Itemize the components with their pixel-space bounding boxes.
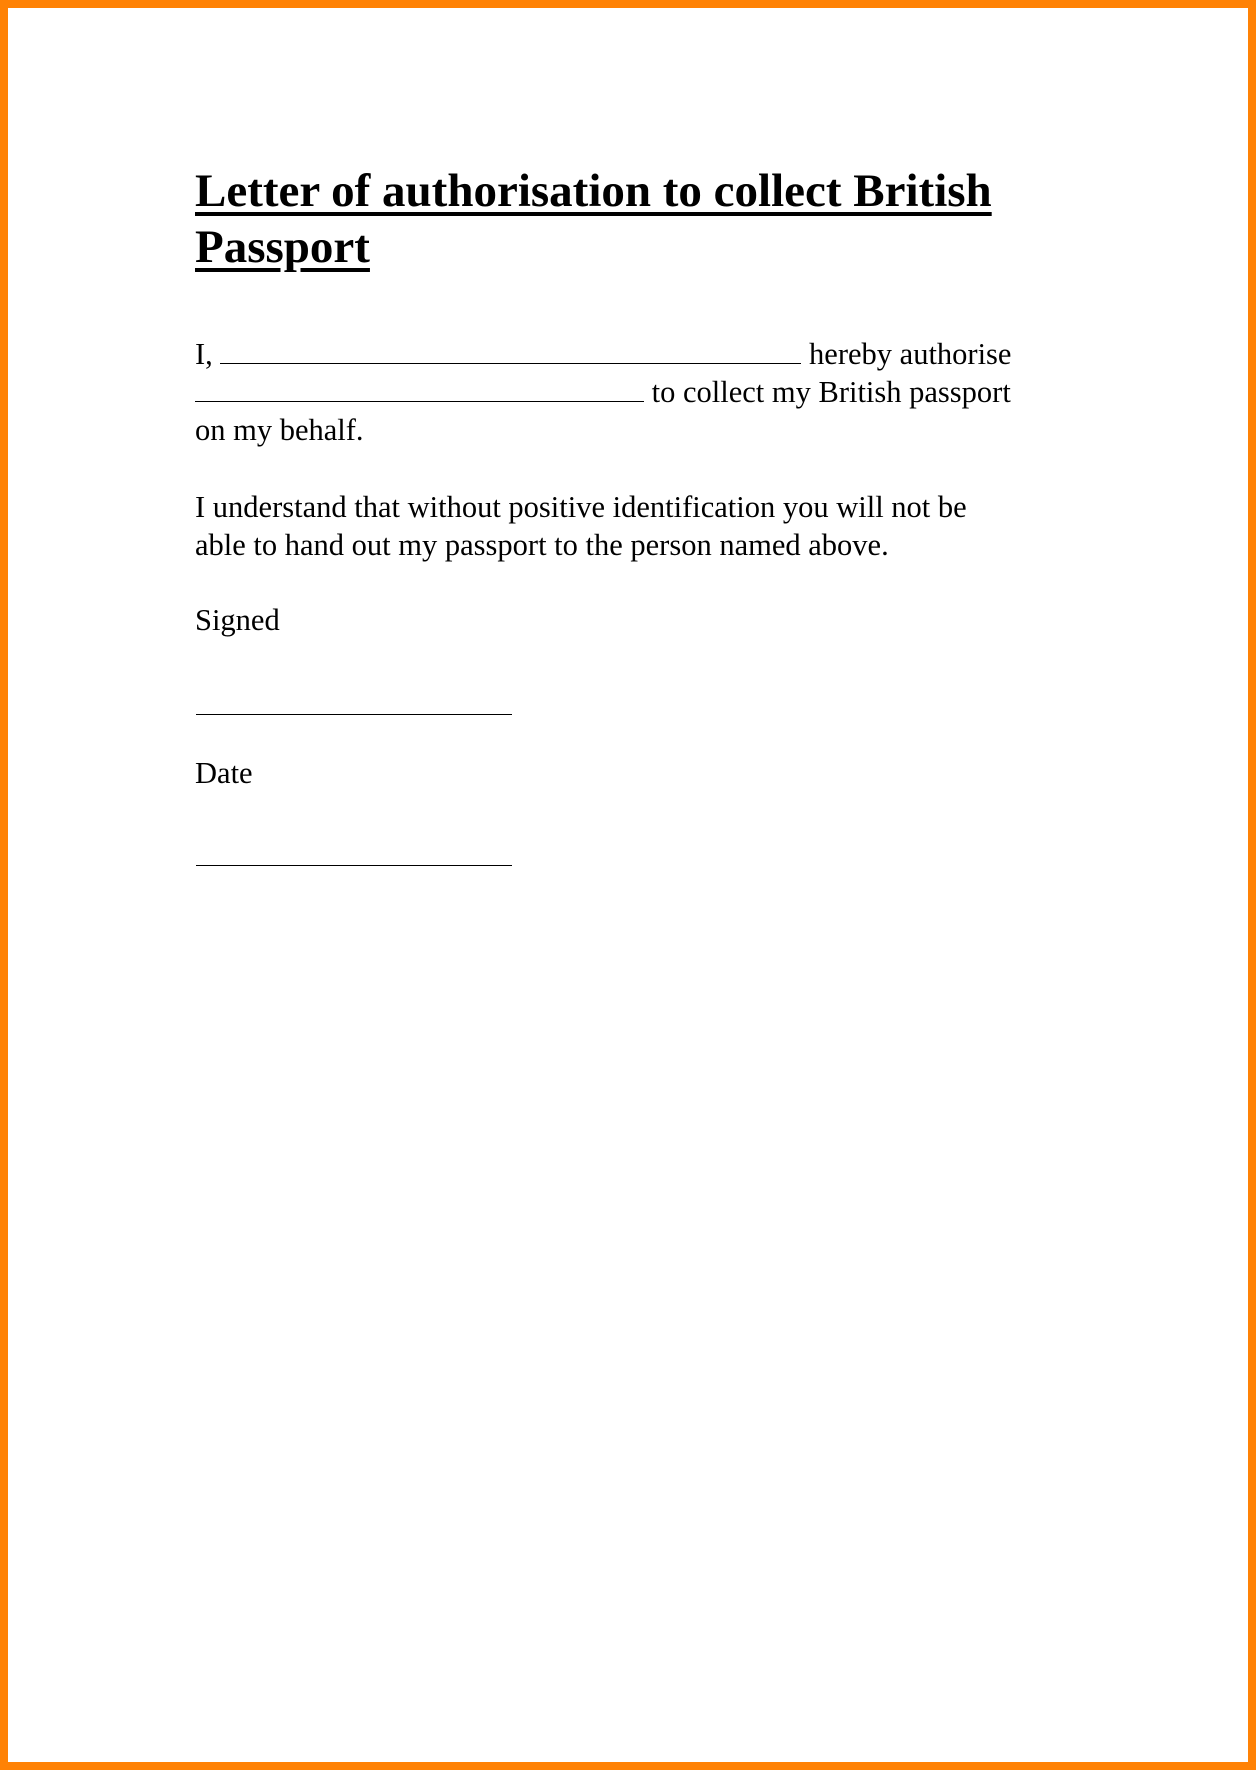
identification-line-2: able to hand out my passport to the person named above. (195, 528, 889, 562)
paragraph-prefix: I, (195, 337, 221, 371)
paragraph-line-3: on my behalf. (195, 413, 364, 447)
date-line[interactable] (196, 865, 512, 866)
authorisation-paragraph (195, 335, 1065, 449)
paragraph-suffix: to collect my British passport (644, 375, 1011, 409)
signature-line[interactable] (196, 714, 512, 715)
letter-title (195, 163, 1065, 275)
title-line-1: Letter of authorisation to collect British (195, 165, 992, 217)
title-line-2: Passport (195, 221, 370, 273)
paragraph-mid: hereby authorise (801, 337, 1012, 371)
collector-name-blank[interactable] (195, 377, 644, 402)
identification-line-1: I understand that without positive identification you will not be (195, 490, 967, 524)
date-label: Date (195, 756, 253, 790)
signed-label: Signed (195, 603, 280, 637)
identification-paragraph (195, 488, 1065, 564)
authoriser-name-blank[interactable] (220, 339, 801, 364)
